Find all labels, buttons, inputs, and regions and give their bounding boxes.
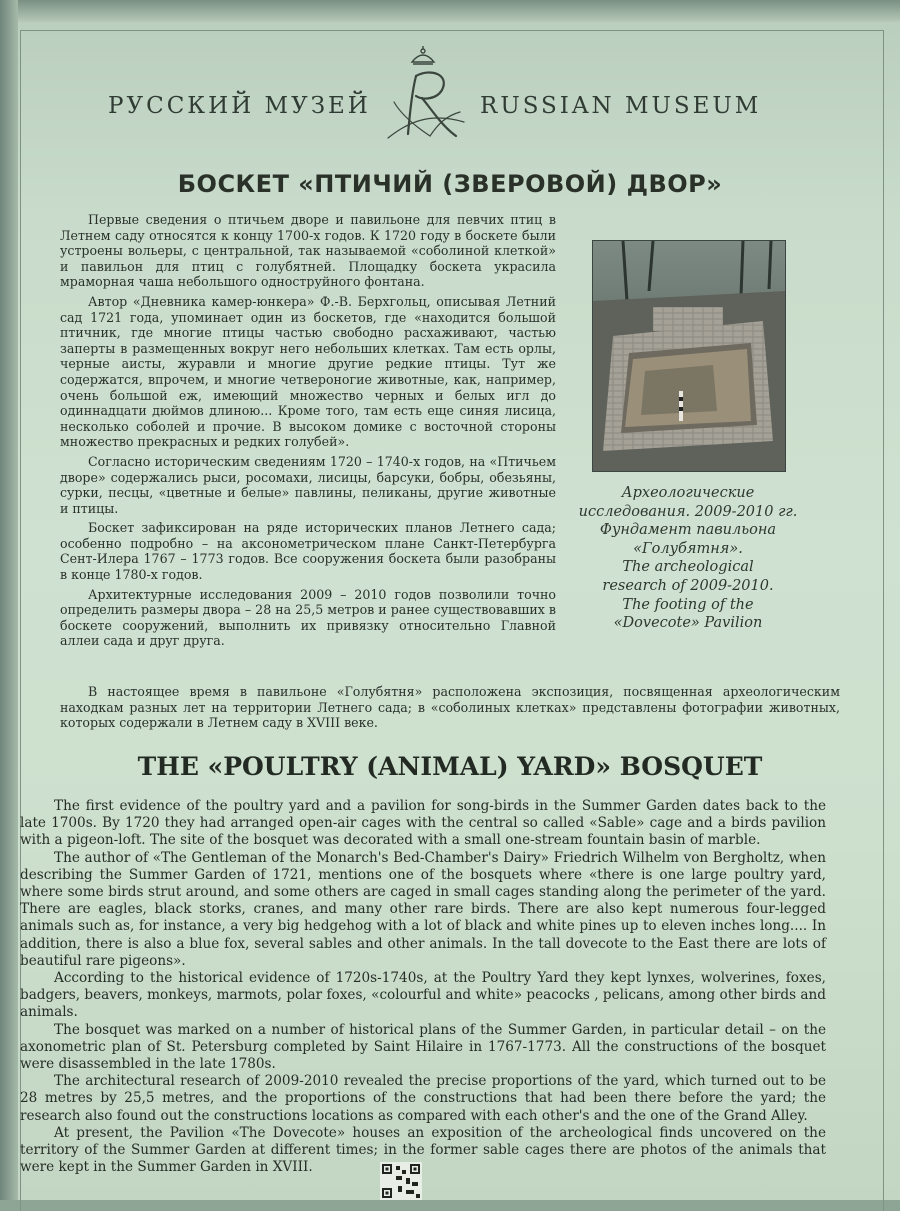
photo-caption xyxy=(568,484,808,633)
qr-code-icon xyxy=(380,1162,422,1200)
caption-line: «Голубятня». xyxy=(633,540,743,557)
en-body xyxy=(20,798,826,1176)
brand-name-ru: РУССКИЙ МУЗЕЙ xyxy=(108,93,371,119)
ru-paragraph: Боскет зафиксирован на ряде исторических планов Летнего сада; особенно подробно – на аксонометрическом плане Санкт-Петербурга Сент-Илера 1767 – 1773 годов. Все сооружения боскета были разобраны в конце 1780-х годов. xyxy=(60,520,556,583)
archaeological-excavation-photo xyxy=(593,241,785,471)
en-paragraph: According to the historical evidence of 1720s-1740s, at the Poultry Yard they kept lynxes, wolverines, foxes, badgers, beavers, monkeys, marmots, polar foxes, «colourful and white» peacocks , pelicans, among other birds and animals. xyxy=(20,970,826,1021)
ru-body xyxy=(60,212,556,653)
caption-line: исследования. 2009-2010 гг. xyxy=(578,503,798,520)
page-title-en: THE «POULTRY (ANIMAL) YARD» BOSQUET xyxy=(137,752,763,781)
ru-final-paragraph-block xyxy=(60,684,840,731)
crowned-monogram-icon xyxy=(368,42,478,152)
ru-paragraph: Автор «Дневника камер-юнкера» Ф.-В. Берхгольц, описывая Летний сад 1721 года, упоминает один из боскетов, где «находится большой птичник, где многие птицы частью свободно расхаживают, частью заперты в размещенных вокруг него небольших клетках. Там есть орлы, черные аисты, журавли и многие другие редкие птицы. Тут же содержатся, впрочем, и многие четвероногие животные, как, например, очень большой еж, имеющий множество черных и белых игл до одиннадцати дюймов длиною... Кроме того, там есть еще синяя лисица, несколько соболей и прочие. В высоком домике с восточной стороны множество прекрасных и редких голубей». xyxy=(60,293,556,450)
page-title-ru: БОСКЕТ «ПТИЧИЙ (ЗВЕРОВОЙ) ДВОР» xyxy=(177,170,723,198)
ru-paragraph: Первые сведения о птичьем дворе и павильоне для певчих птиц в Летнем саду относятся к концу 1700-х годов. К 1720 году в боскете были устроены вольеры, с центральной, так называемой «соболиной клеткой» и павильон для птиц с голубятней. Площадку боскета украсила мраморная чаша небольшого одноструйного фонтана. xyxy=(60,212,556,290)
caption-line: research of 2009-2010. xyxy=(602,577,774,594)
sign-frame-top xyxy=(0,0,900,22)
caption-line: Фундамент павильона xyxy=(599,522,777,539)
en-paragraph: At present, the Pavilion «The Dovecote» houses an exposition of the archeological finds uncovered on the territory of the Summer Garden at different times; in the former sable cages there are photos of the animals that were kept in the Summer Garden in XVIII. xyxy=(20,1124,826,1176)
excavation-photo xyxy=(592,240,786,472)
ru-paragraph: В настоящее время в павильоне «Голубятня» расположена экспозиция, посвященная археологическим находкам разных лет на территории Летнего сада; в «соболиных клетках» представлены фотографии животных, которых содержали в Летнем саду в XVIII веке. xyxy=(60,684,840,731)
en-paragraph: The first evidence of the poultry yard and a pavilion for song-birds in the Summer Garden dates back to the late 1700s. By 1720 they had arranged open-air cages with the central so called «Sable» cage and a birds pavilion with a pigeon-loft. The site of the bosquet was decorated with a small one-stream fountain basin of marble. xyxy=(20,798,826,849)
ru-paragraph: Согласно историческим сведениям 1720 – 1740-х годов, на «Птичьем дворе» содержались рыси, росомахи, лисицы, барсуки, бобры, обезьяны, сурки, песцы, «цветные и белые» павлины, пеликаны, другие животные и птицы. xyxy=(60,453,556,516)
caption-line: Археологические xyxy=(621,485,755,501)
en-paragraph: The bosquet was marked on a number of historical plans of the Summer Garden, in particular detail – on the axonometric plan of St. Petersburg completed by Saint Hilaire in 1767-1773. All the constructions of the bosquet were disassembled in the late 1780s. xyxy=(20,1021,826,1073)
caption-line: The footing of the xyxy=(622,596,754,613)
en-paragraph: The author of «The Gentleman of the Monarch's Bed-Chamber's Dairy» Friedrich Wilhelm von Bergholtz, when describing the Summer Garden of 1721, mentions one of the bosquets where «there is one large poultry yard, where some birds strut around, and some others are caged in small cages standing along the perimeter of the yard. There are eagles, black storks, cranes, and many other rare birds. There are also kept numerous four-legged animals such as, for instance, a very big hedgehog with a lot of black and white pines up to eleven inches long.... In addition, there is also a blue fox, several sables and other animals. In the tall dovecote to the East there are lots of beautiful rare pigeons». xyxy=(20,849,826,969)
brand-name-en: RUSSIAN MUSEUM xyxy=(480,93,762,119)
en-paragraph: The architectural research of 2009-2010 revealed the precise proportions of the yard, which turned out to be 28 metres by 25,5 metres, and the proportions of the constructions that had been there before the yard; the research also found out the constructions locations as compared with each other's and the one of the Grand Alley. xyxy=(20,1073,826,1124)
caption-line: «Dovecote» Pavilion xyxy=(613,615,763,632)
caption-line: The archeological xyxy=(622,559,754,576)
ru-paragraph: Архитектурные исследования 2009 – 2010 годов позволили точно определить размеры двора – 28 на 25,5 метров и ранее существовавших в боскете сооружений, выполнить их привязку относительно Главной аллеи сада и друг друга. xyxy=(60,586,556,649)
